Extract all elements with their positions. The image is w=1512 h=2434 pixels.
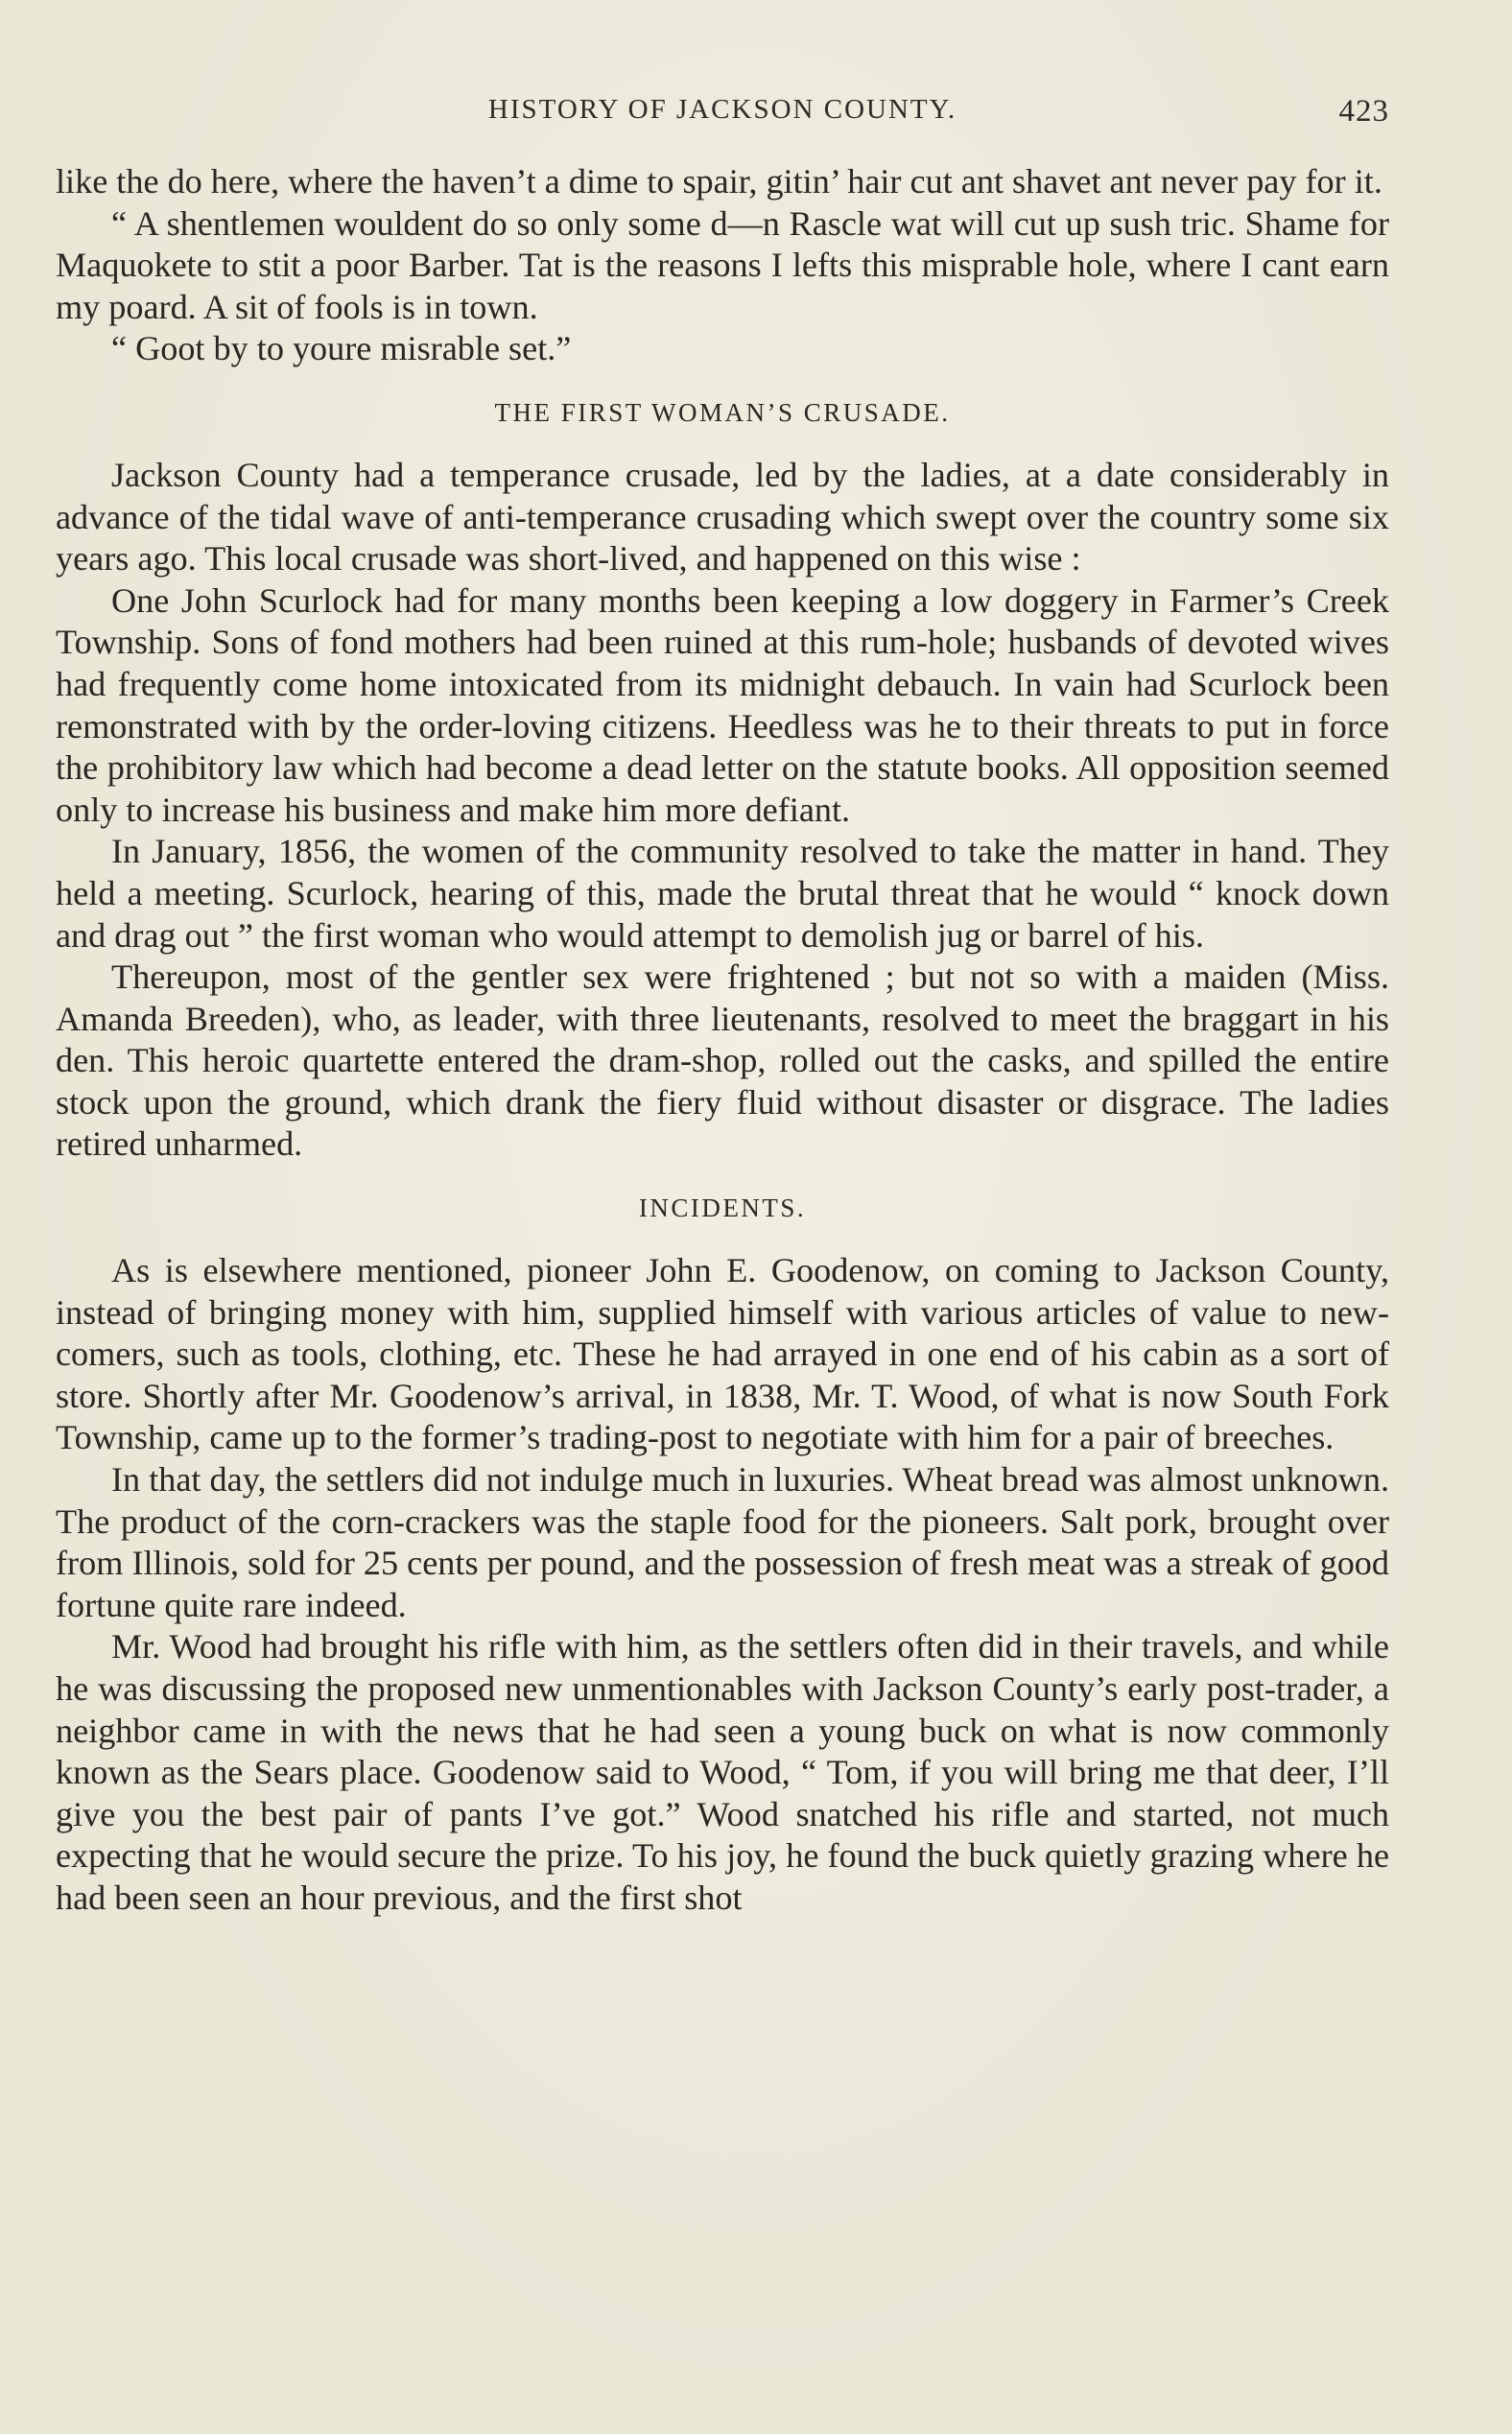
page-number: 423 <box>1338 94 1389 129</box>
paragraph-amanda-breeden: Thereupon, most of the gentler sex were frightened ; but not so with a maiden (Miss. Amanda Breeden), who, as leader, with three lieutenants, resolved to meet the braggart in his den. This heroic quartette entered the dram-shop, rolled out the casks, and spilled the entire stock upon the ground, which drank the fiery fluid without disaster or disgrace. The ladies retired unharmed. <box>56 957 1389 1164</box>
running-header <box>56 94 1389 132</box>
paragraph-letter-shame: “ A shentlemen wouldent do so only some d—n Rascle wat will cut up sush tric. Shame for Maquokete to stit a poor Barber. Tat is the reasons I lefts this misprable hole, where I cant earn my poard. A sit of fools is in town. <box>56 203 1389 326</box>
section-heading-crusade: THE FIRST WOMAN’S CRUSADE. <box>494 397 951 427</box>
section-heading-incidents: INCIDENTS. <box>638 1193 807 1223</box>
paragraph-scurlock: One John Scurlock had for many months been keeping a low doggery in Farmer’s Creek Township. Sons of fond mothers had been ruined at this rum-hole; husbands of devoted wives had frequently come home intoxicated from its midnight debauch. In vain had Scurlock been remonstrated with by the order-loving citizens. Heedless was he to their threats to put in force the prohibitory law which had become a dead letter on the statute books. All opposition seemed only to increase his business and make him more defiant. <box>56 580 1389 829</box>
paragraph-january-1856: In January, 1856, the women of the community resolved to take the matter in hand. They held a meeting. Scurlock, hearing of this, made the brutal threat that he would “ knock down and drag out ” the first woman who would attempt to demolish jug or barrel of his. <box>56 832 1389 955</box>
paragraph-luxuries: In that day, the settlers did not indulge much in luxuries. Wheat bread was almost unknown. The product of the corn-crackers was the staple food for the pioneers. Salt pork, brought over from Illinois, sold for 25 cents per pound, and the possession of fresh meat was a streak of good fortune quite rare indeed. <box>56 1460 1389 1624</box>
running-title: HISTORY OF JACKSON COUNTY. <box>487 94 957 125</box>
paragraph-letter-end: like the do here, where the haven’t a dime to spair, gitin’ hair cut ant shavet ant never pay for it. <box>56 162 1382 201</box>
paragraph-wood-rifle: Mr. Wood had brought his rifle with him, as the settlers often did in their travels, and while he was discussing the proposed new unmentionables with Jackson County’s early post-trader, a neighbor came in with the news that he had seen a young buck on what is now commonly known as the Sears place. Goodenow said to Wood, “ Tom, if you will bring me that deer, I’ll give you the best pair of pants I’ve got.” Wood snatched his rifle and started, not much expecting that he would secure the prize. To his joy, he found the buck quietly grazing where he had been seen an hour previous, and the first shot <box>56 1627 1389 1917</box>
paragraph-crusade-intro: Jackson County had a temperance crusade, led by the ladies, at a date considerably in advance of the tidal wave of anti-temperance crusading which swept over the country some six years ago. This local crusade was short-lived, and happened on this wise : <box>56 455 1389 579</box>
paragraph-letter-goodbye: “ Goot by to youre misrable set.” <box>111 329 572 368</box>
body-text <box>56 161 1389 1920</box>
paragraph-goodenow: As is elsewhere mentioned, pioneer John E. Goodenow, on coming to Jackson County, instead of bringing money with him, supplied himself with various articles of value to new-comers, such as tools, clothing, etc. These he had arrayed in one end of his cabin as a sort of store. Shortly after Mr. Goodenow’s arrival, in 1838, Mr. T. Wood, of what is now South Fork Township, came up to the former’s trading-post to negotiate with him for a pair of breeches. <box>56 1251 1389 1457</box>
